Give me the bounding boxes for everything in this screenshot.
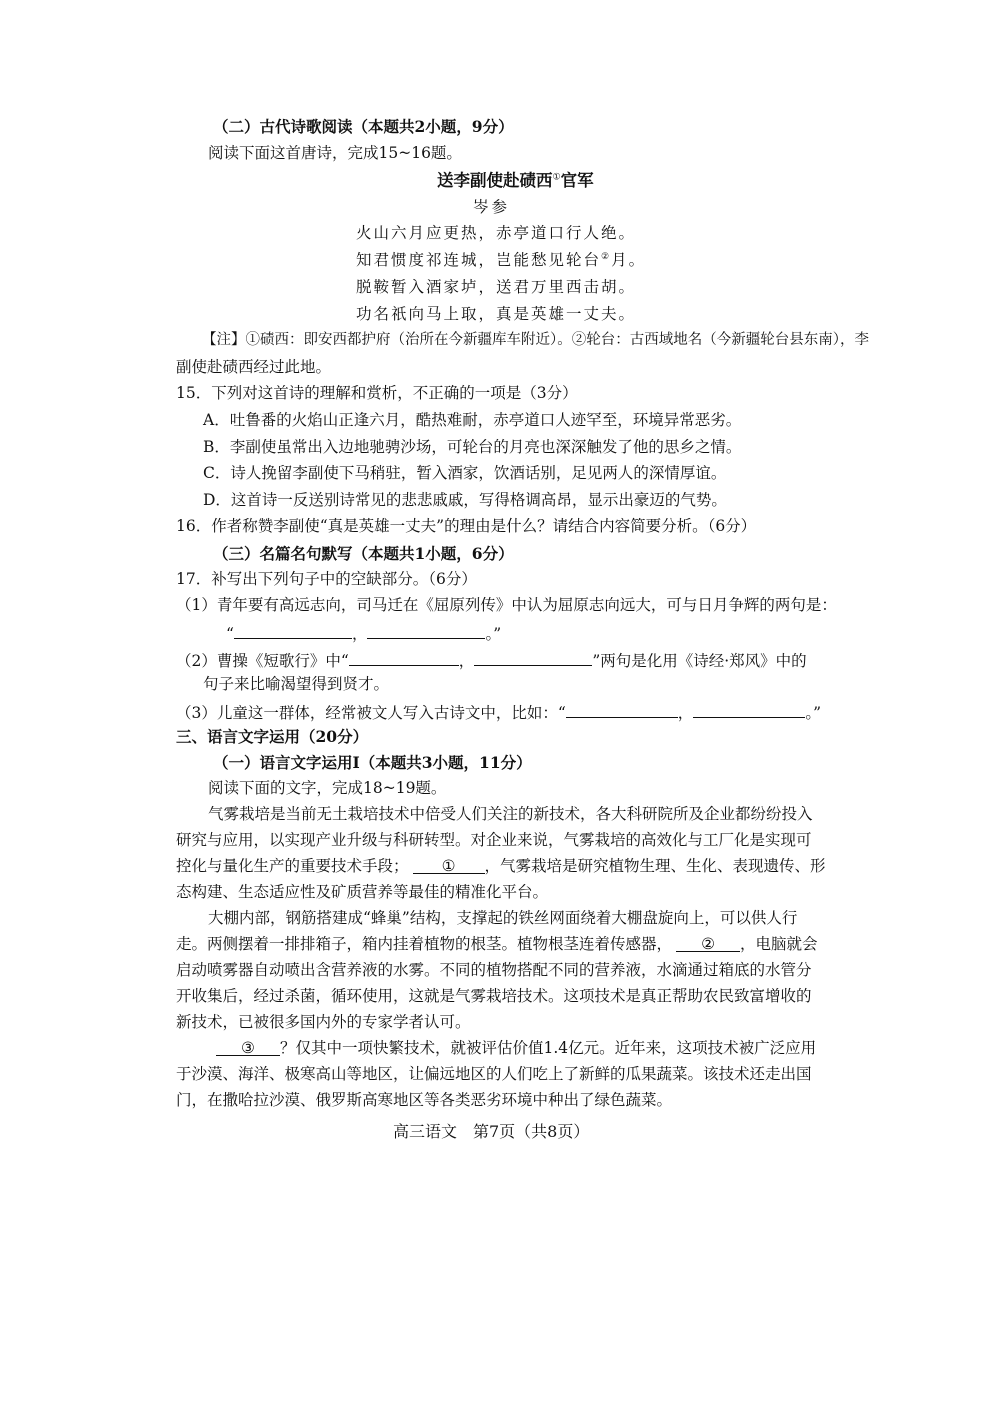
- poem-line-2-end: 月。: [611, 251, 647, 270]
- passage-p2-line-3: 启动喷雾器自动喷出含营养液的水雾。不同的植物搭配不同的营养液，水滴通过箱底的水管分: [176, 961, 812, 979]
- question-17-part-1-blanks: [226, 624, 501, 643]
- answer-blank[interactable]: [349, 651, 459, 666]
- question-15-option-d: D．这首诗一反送别诗常见的悲悲戚戚，写得格调高昂，显示出豪迈的气势。: [203, 491, 727, 509]
- passage-p3-line-1-text: ？仅其中一项快繁技术，就被评估价值1.4亿元。近年来，这项技术被广泛应用: [280, 1039, 817, 1057]
- poem-title-text: 送李副使赴碛西: [437, 171, 553, 190]
- question-15: 15．下列对这首诗的理解和赏析，不正确的一项是（3分）: [176, 384, 578, 402]
- question-17-part-3-text: （3）儿童这一群体，经常被文人写入古诗文中，比如：“: [176, 704, 566, 722]
- comma: ，: [458, 652, 475, 670]
- fill-blank-2[interactable]: ②: [676, 937, 740, 952]
- question-17-part-2-text: （2）曹操《短歌行》中“: [176, 652, 349, 670]
- language-section-1-header: （一）语言文字运用Ⅰ（本题共3小题，11分）: [213, 753, 532, 772]
- poem-title: [437, 173, 594, 190]
- close-quote: 。”: [485, 625, 502, 643]
- poem-instruction: 阅读下面这首唐诗，完成15~16题。: [208, 144, 462, 162]
- section-2-header: （二）古代诗歌阅读（本题共2小题，9分）: [213, 117, 514, 136]
- question-17-part-2-line-2: 句子来比喻渴望得到贤才。: [203, 675, 390, 693]
- fill-blank-1[interactable]: ①: [413, 859, 485, 874]
- fill-blank-3[interactable]: ③: [216, 1041, 280, 1056]
- question-17: 17．补写出下列句子中的空缺部分。（6分）: [176, 570, 477, 588]
- poem-line-3: 脱鞍暂入酒家垆，送君万里西击胡。: [356, 278, 637, 296]
- question-15-option-b: B．李副使虽常出入边地驰骋沙场，可轮台的月亮也深深触发了他的思乡之情。: [203, 438, 742, 456]
- question-15-option-a: A．吐鲁番的火焰山正逢六月，酷热难耐，赤亭道口人迹罕至，环境异常恶劣。: [203, 411, 742, 429]
- passage-p1-line-3-text: 控化与量化生产的重要技术手段；: [176, 857, 409, 875]
- poem-line-4: 功名祇向马上取，真是英雄一丈夫。: [356, 305, 637, 323]
- passage-p1-line-4: 态构建、生态适应性及矿质营养等最佳的精准化平台。: [176, 883, 549, 901]
- comma: ，: [351, 625, 368, 643]
- passage-p3-line-3: 门，在撒哈拉沙漠、俄罗斯高寒地区等各类恶劣环境中种出了绿色蔬菜。: [176, 1091, 673, 1109]
- poem-line-2: [356, 253, 646, 269]
- passage-p1-line-3-end: ，气雾栽培是研究植物生理、生化、表现遗传、形: [484, 857, 826, 875]
- comma: ，: [677, 704, 694, 722]
- passage-p1-line-1: 气雾栽培是当前无土栽培技术中倍受人们关注的新技术，各大科研院所及企业都纷纷投入: [208, 805, 813, 823]
- passage-p1-line-3: [176, 859, 826, 875]
- answer-blank[interactable]: [367, 624, 485, 639]
- passage-p3-line-2: 于沙漠、海洋、极寒高山等地区，让偏远地区的人们吃上了新鲜的瓜果蔬菜。该技术还走出国: [176, 1065, 812, 1083]
- poem-title-text-end: 官军: [560, 171, 594, 190]
- section-3-header: （三）名篇名句默写（本题共1小题，6分）: [213, 544, 514, 563]
- poem-line-2-footnote: ②: [601, 252, 612, 262]
- poem-author: 岑参: [473, 198, 511, 216]
- answer-blank[interactable]: [566, 703, 678, 718]
- passage-p2-line-2-text: 走。两侧摆着一排排箱子，箱内挂着植物的根茎。植物根茎连着传感器，: [176, 935, 673, 953]
- part-3-header: 三、语言文字运用（20分）: [176, 727, 369, 746]
- question-17-part-3: [176, 703, 821, 722]
- answer-blank[interactable]: [693, 703, 805, 718]
- answer-blank[interactable]: [234, 624, 352, 639]
- question-16: 16．作者称赞李副使“真是英雄一丈夫”的理由是什么？请结合内容简要分析。（6分）: [176, 517, 757, 535]
- poem-line-1: 火山六月应更热，赤亭道口行人绝。: [356, 224, 637, 242]
- poem-line-2-text: 知君惯度祁连城，岂能愁见轮台: [356, 251, 602, 270]
- passage-instruction: 阅读下面的文字，完成18~19题。: [208, 779, 447, 797]
- passage-p2-line-1: 大棚内部，钢筋搭建成“蜂巢”结构，支撑起的铁丝网面绕着大棚盘旋向上，可以供人行: [208, 909, 798, 927]
- question-17-part-1: （1）青年要有高远志向，司马迁在《屈原列传》中认为屈原志向远大，可与日月争辉的两句是：: [176, 596, 837, 614]
- question-15-option-c: C．诗人挽留李副使下马稍驻，暂入酒家，饮酒话别，足见两人的深情厚谊。: [203, 464, 727, 482]
- answer-blank[interactable]: [474, 651, 592, 666]
- passage-p1-line-2: 研究与应用，以实现产业升级与科研转型。对企业来说，气雾栽培的高效化与工厂化是实现可: [176, 831, 812, 849]
- passage-p2-line-5: 新技术，已被很多国内外的专家学者认可。: [176, 1013, 471, 1031]
- passage-p3-line-1: [216, 1041, 816, 1057]
- poem-note-line-1: 【注】①碛西：即安西都护府（治所在今新疆库车附近）。②轮台：古西域地名（今新疆轮台县东南），李: [202, 332, 869, 348]
- passage-p2-line-2: [176, 937, 818, 953]
- poem-title-footnote: ①: [552, 172, 561, 183]
- passage-p2-line-2-end: ，电脑就会: [740, 935, 818, 953]
- poem-note-line-2: 副使赴碛西经过此地。: [176, 358, 332, 376]
- passage-p2-line-4: 开收集后，经过杀菌，循环使用，这就是气雾栽培技术。这项技术是真正帮助农民致富增收的: [176, 987, 812, 1005]
- close-quote: 。”: [805, 704, 821, 722]
- page-footer: 高三语文 第7页（共8页）: [393, 1122, 590, 1141]
- question-17-part-2: [176, 651, 807, 670]
- question-17-part-2-text-end: ”两句是化用《诗经·郑风》中的: [592, 652, 807, 670]
- open-quote: “: [226, 625, 234, 643]
